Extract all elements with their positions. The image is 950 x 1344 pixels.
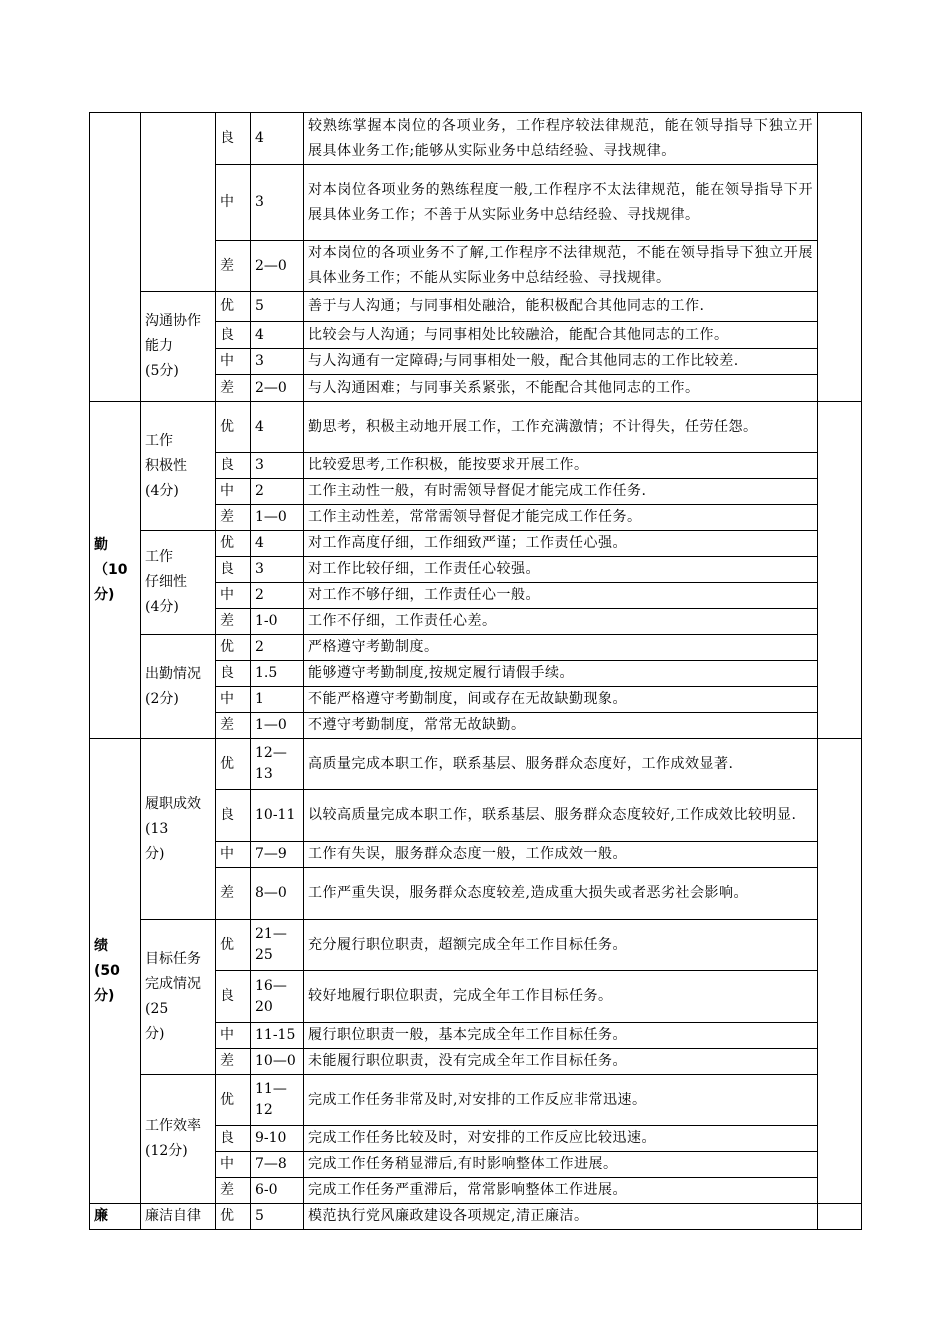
- score-cell: 6-0: [251, 1178, 304, 1204]
- description-cell: 未能履行职位职责，没有完成全年工作目标任务。: [304, 1049, 818, 1075]
- description-cell: 履行职位职责一般，基本完成全年工作目标任务。: [304, 1023, 818, 1049]
- grade-cell: 中: [216, 1023, 251, 1049]
- description-cell: 对本岗位的各项业务不了解,工作程序不法律规范，不能在领导指导下独立开展具体业务工作；不能从实际业务中总结经验、寻找规律。: [304, 241, 818, 292]
- grade-cell: 优: [216, 292, 251, 322]
- description-cell: 不能严格遵守考勤制度，间或存在无故缺勤现象。: [304, 687, 818, 713]
- score-cell: 1—0: [251, 713, 304, 739]
- table-row: [90, 1075, 862, 1126]
- table-row: [90, 635, 862, 661]
- grade-cell: 优: [216, 920, 251, 971]
- grade-cell: 优: [216, 635, 251, 661]
- score-cell: 2: [251, 583, 304, 609]
- grade-cell: 差: [216, 713, 251, 739]
- score-cell: 4: [251, 113, 304, 165]
- remarks-cell: [818, 113, 862, 402]
- grade-cell: 优: [216, 1075, 251, 1126]
- item-cell-efficiency: 工作效率 (12分): [141, 1075, 216, 1204]
- score-cell: 4: [251, 322, 304, 349]
- score-cell: 7—8: [251, 1152, 304, 1178]
- table-row: [90, 292, 862, 322]
- description-cell: 完成工作任务稍显滞后,有时影响整体工作进展。: [304, 1152, 818, 1178]
- table-row: [90, 402, 862, 453]
- table-row: [90, 920, 862, 971]
- description-cell: 与人沟通困难；与同事关系紧张，不能配合其他同志的工作。: [304, 375, 818, 402]
- score-cell: 3: [251, 165, 304, 241]
- score-cell: 2: [251, 635, 304, 661]
- score-cell: 2—0: [251, 241, 304, 292]
- description-cell: 模范执行党风廉政建设各项规定,清正廉洁。: [304, 1204, 818, 1230]
- description-cell: 与人沟通有一定障碍;与同事相处一般，配合其他同志的工作比较差.: [304, 349, 818, 375]
- table-row: [90, 1204, 862, 1230]
- grade-cell: 差: [216, 1049, 251, 1075]
- score-cell: 5: [251, 1204, 304, 1230]
- description-cell: 能够遵守考勤制度,按规定履行请假手续。: [304, 661, 818, 687]
- description-cell: 对本岗位各项业务的熟练程度一般,工作程序不太法律规范，能在领导指导下开展具体业务工作；不善于从实际业务中总结经验、寻找规律。: [304, 165, 818, 241]
- score-cell: 1: [251, 687, 304, 713]
- score-cell: 4: [251, 531, 304, 557]
- remarks-cell: [818, 739, 862, 1204]
- score-cell: 3: [251, 349, 304, 375]
- description-cell: 工作有失误，服务群众态度一般，工作成效一般。: [304, 842, 818, 868]
- category-cell-lian: 廉: [90, 1204, 141, 1230]
- score-cell: 1—0: [251, 505, 304, 531]
- grade-cell: 良: [216, 1126, 251, 1152]
- item-cell-attendance: 出勤情况 (2分): [141, 635, 216, 739]
- description-cell: 工作主动性一般，有时需领导督促才能完成工作任务.: [304, 479, 818, 505]
- score-cell: 11-15: [251, 1023, 304, 1049]
- score-cell: 1-0: [251, 609, 304, 635]
- evaluation-table: [89, 112, 862, 1230]
- score-cell: 12— 13: [251, 739, 304, 790]
- score-cell: 8—0: [251, 868, 304, 920]
- description-cell: 比较爱思考,工作积极，能按要求开展工作。: [304, 453, 818, 479]
- description-cell: 工作严重失误，服务群众态度较差,造成重大损失或者恶劣社会影响。: [304, 868, 818, 920]
- grade-cell: 良: [216, 113, 251, 165]
- category-cell-continued: [90, 113, 141, 402]
- category-cell-ji: 绩 (50 分): [90, 739, 141, 1204]
- grade-cell: 良: [216, 661, 251, 687]
- score-cell: 7—9: [251, 842, 304, 868]
- grade-cell: 良: [216, 453, 251, 479]
- item-cell-carefulness: 工作 仔细性 (4分): [141, 531, 216, 635]
- grade-cell: 优: [216, 531, 251, 557]
- description-cell: 完成工作任务比较及时，对安排的工作反应比较迅速。: [304, 1126, 818, 1152]
- description-cell: 比较会与人沟通；与同事相处比较融洽，能配合其他同志的工作。: [304, 322, 818, 349]
- grade-cell: 差: [216, 609, 251, 635]
- score-cell: 5: [251, 292, 304, 322]
- grade-cell: 良: [216, 322, 251, 349]
- grade-cell: 差: [216, 505, 251, 531]
- description-cell: 工作不仔细，工作责任心差。: [304, 609, 818, 635]
- description-cell: 对工作不够仔细，工作责任心一般。: [304, 583, 818, 609]
- description-cell: 善于与人沟通；与同事相处融洽，能积极配合其他同志的工作.: [304, 292, 818, 322]
- score-cell: 3: [251, 557, 304, 583]
- grade-cell: 中: [216, 583, 251, 609]
- description-cell: 严格遵守考勤制度。: [304, 635, 818, 661]
- score-cell: 4: [251, 402, 304, 453]
- score-cell: 9-10: [251, 1126, 304, 1152]
- item-cell-initiative: 工作 积极性 (4分): [141, 402, 216, 531]
- item-cell-continued: [141, 113, 216, 292]
- grade-cell: 差: [216, 375, 251, 402]
- grade-cell: 差: [216, 868, 251, 920]
- score-cell: 10—0: [251, 1049, 304, 1075]
- grade-cell: 中: [216, 687, 251, 713]
- grade-cell: 差: [216, 1178, 251, 1204]
- description-cell: 高质量完成本职工作，联系基层、服务群众态度好，工作成效显著.: [304, 739, 818, 790]
- grade-cell: 良: [216, 790, 251, 842]
- description-cell: 不遵守考勤制度，常常无故缺勤。: [304, 713, 818, 739]
- item-cell-integrity: 廉洁自律: [141, 1204, 216, 1230]
- item-cell-communication: 沟通协作 能力 (5分): [141, 292, 216, 402]
- description-cell: 较好地履行职位职责，完成全年工作目标任务。: [304, 971, 818, 1023]
- score-cell: 3: [251, 453, 304, 479]
- item-cell-performance: 履职成效 (13 分): [141, 739, 216, 920]
- score-cell: 2: [251, 479, 304, 505]
- description-cell: 完成工作任务非常及时,对安排的工作反应非常迅速。: [304, 1075, 818, 1126]
- score-cell: 11— 12: [251, 1075, 304, 1126]
- description-cell: 充分履行职位职责，超额完成全年工作目标任务。: [304, 920, 818, 971]
- grade-cell: 中: [216, 1152, 251, 1178]
- description-cell: 以较高质量完成本职工作，联系基层、服务群众态度较好,工作成效比较明显.: [304, 790, 818, 842]
- remarks-cell: [818, 1204, 862, 1230]
- grade-cell: 优: [216, 739, 251, 790]
- item-cell-target: 目标任务 完成情况 (25 分): [141, 920, 216, 1075]
- description-cell: 勤思考，积极主动地开展工作，工作充满激情；不计得失，任劳任怨。: [304, 402, 818, 453]
- remarks-cell: [818, 402, 862, 739]
- table-row: [90, 739, 862, 790]
- grade-cell: 优: [216, 402, 251, 453]
- grade-cell: 优: [216, 1204, 251, 1230]
- category-cell-qin: 勤 （10 分): [90, 402, 141, 739]
- description-cell: 对工作高度仔细，工作细致严谨；工作责任心强。: [304, 531, 818, 557]
- grade-cell: 中: [216, 479, 251, 505]
- score-cell: 10-11: [251, 790, 304, 842]
- table-row: [90, 113, 862, 165]
- grade-cell: 良: [216, 971, 251, 1023]
- description-cell: 工作主动性差，常常需领导督促才能完成工作任务。: [304, 505, 818, 531]
- table-row: [90, 531, 862, 557]
- description-cell: 完成工作任务严重滞后，常常影响整体工作进展。: [304, 1178, 818, 1204]
- grade-cell: 良: [216, 557, 251, 583]
- description-cell: 对工作比较仔细，工作责任心较强。: [304, 557, 818, 583]
- grade-cell: 中: [216, 349, 251, 375]
- description-cell: 较熟练掌握本岗位的各项业务，工作程序较法律规范，能在领导指导下独立开展具体业务工作;能够从实际业务中总结经验、寻找规律。: [304, 113, 818, 165]
- score-cell: 16— 20: [251, 971, 304, 1023]
- grade-cell: 中: [216, 842, 251, 868]
- score-cell: 21— 25: [251, 920, 304, 971]
- score-cell: 1.5: [251, 661, 304, 687]
- score-cell: 2—0: [251, 375, 304, 402]
- grade-cell: 差: [216, 241, 251, 292]
- grade-cell: 中: [216, 165, 251, 241]
